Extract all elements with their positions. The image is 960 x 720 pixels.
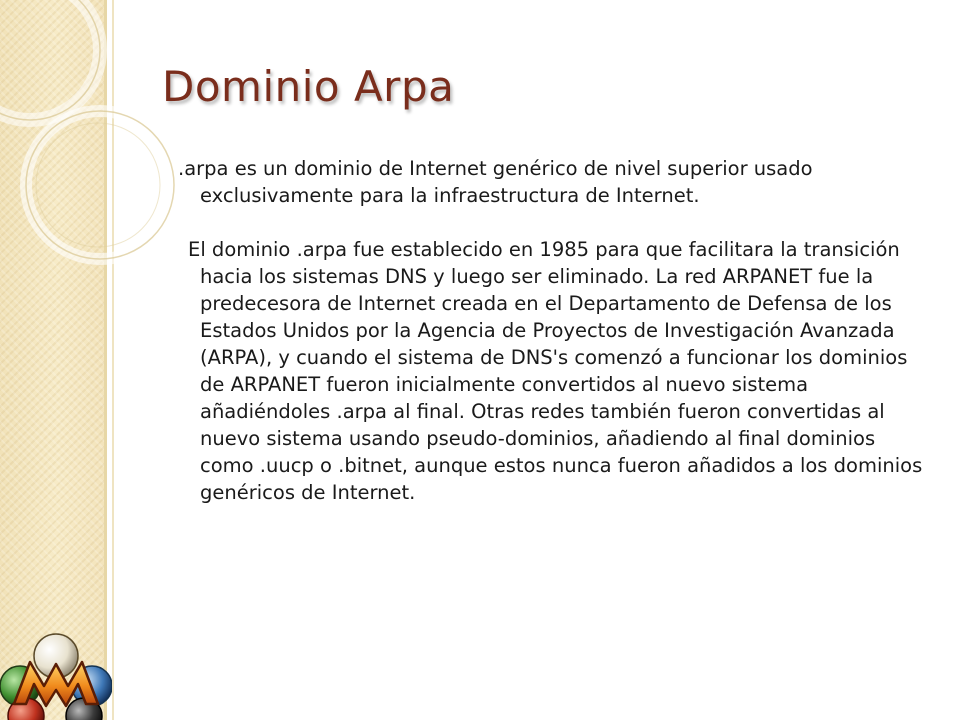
magic-m-logo-icon	[0, 628, 112, 720]
slide-title: Dominio Arpa	[162, 62, 455, 111]
paragraph-arpa-definition: .arpa es un dominio de Internet genérico de nivel superior usado exclusivamente para la infraestructura de Internet.	[178, 157, 813, 207]
paragraph-arpa-history: El dominio .arpa fue establecido en 1985 para que facilitara la transición hacia los sistemas DNS y luego ser eliminado. La red ARPANET fue la predecesora de Internet creada en el Departamento de Defensa de los Estados Unidos por la Agencia de Proyectos de Investigación Avanzada (ARPA), y cuando el sistema de DNS's comenzó a funcionar los dominios de ARPANET fueron inicialmente convertidos al nuevo sistema añadiéndoles .arpa al final. Otras redes también fueron convertidas al nuevo sistema usando pseudo-dominios, añadiendo al final dominios como .uucp o .bitnet, aunque estos nunca fueron añadidos a los dominios genéricos de Internet.	[188, 238, 923, 504]
slide-body	[160, 155, 930, 533]
